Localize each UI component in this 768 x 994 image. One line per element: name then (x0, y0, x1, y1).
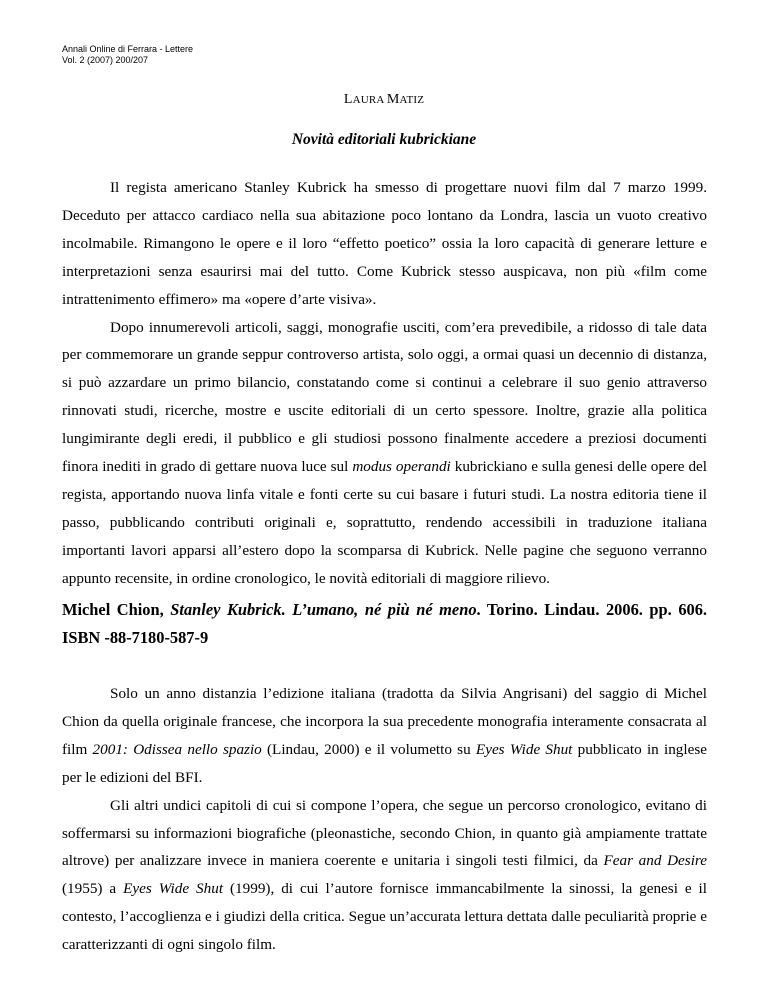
intro-section (62, 174, 707, 593)
review-p1-film-title-1: 2001: Odissea nello spazio (92, 740, 262, 758)
review-p2-text-b: (1955) a (62, 880, 124, 898)
review-p2-text-c: (1999), di cui l’autore fornisce immancabilmente la sinossi, la genesi e il contesto, l’accoglienza e i giudizi della critica. Segue un’accurata lettura dettata dalle peculiarità proprie e caratterizzanti di ogni singolo film. (62, 880, 707, 954)
review-p1-text-a: Solo un anno distanzia l’edizione italiana (tradotta da Silvia Angrisani) del saggio di Michel Chion da quella originale francese, che incorpora la sua precedente monografia interamente consacrata al film (62, 685, 707, 758)
intro-p2-text-b: kubrickiano e sulla genesi delle opere del regista, apportando nuova linfa vitale e fonti certe su cui basare i futuri studi. La nostra editoria tiene il passo, pubblicando contributi originali e, soprattutto, rendendo accessibili in traduzione italiana importanti lavori apparsi all’estero dopo la scomparsa di Kubrick. Nelle pagine che seguono verranno appunto recensite, in ordine cronologico, le novità editoriali di maggiore rilievo. (62, 458, 707, 587)
review-p1-text-b: (Lindau, 2000) e il volumetto su (261, 740, 476, 758)
review-heading-author: Michel Chion, (62, 600, 171, 619)
author-first-name-rest: AURA (352, 94, 387, 106)
journal-name: Annali Online di Ferrara - Lettere (62, 44, 194, 54)
author-initial-first: L (343, 92, 353, 107)
review-heading-book-title: Stanley Kubrick. L’umano, né più né meno (170, 600, 477, 619)
review-paragraph-2 (62, 792, 707, 959)
intro-paragraph-2 (62, 314, 707, 593)
review-p1-film-title-2: Eyes Wide Shut (475, 740, 573, 758)
review-heading (62, 596, 707, 652)
volume-info: Vol. 2 (2007) 200/207 (62, 54, 149, 65)
intro-paragraph-1: Il regista americano Stanley Kubrick ha smesso di progettare nuovi film dal 7 marzo 1999. Deceduto per attacco cardiaco nella sua abitazione poco lontano da Londra, lascia un vuoto creativo incolmabile. Rimangono le opere e il loro “effetto poetico” ossia la loro capacità di generare letture e interpretazioni senza esaurirsi mai del tutto. Come Kubrick stesso auspicava, non più «film come intrattenimento effimero» ma «opere d’arte visiva». (62, 179, 707, 308)
running-header (62, 44, 193, 65)
intro-p2-emphasis: modus operandi (352, 458, 451, 476)
review-p1-text-c: pubblicato in inglese per le edizioni del BFI. (62, 740, 708, 786)
article-title: Novità editoriali kubrickiane (291, 131, 477, 148)
review-section (62, 680, 707, 959)
intro-p2-text-a: Dopo innumerevoli articoli, saggi, monografie usciti, com’era prevedibile, a ridosso di tale data per commemorare un grande seppur controverso artista, solo oggi, a ormai quasi un decennio di distanza, si può azzardare un primo bilancio, constatando come si continui a celebrare il suo genio attraverso rinnovati studi, ricerche, mostre e uscite editoriali di un certo spessore. Inoltre, grazie alla politica lungimirante degli eredi, il pubblico e gli studiosi possono finalmente accedere a preziosi documenti finora inediti in grado di gettare nuova luce sul (62, 318, 707, 476)
review-p2-film-title-2: Eyes Wide Shut (123, 880, 224, 898)
review-paragraph-1 (62, 680, 707, 792)
review-p2-text-a: Gli altri undici capitoli di cui si compone l’opera, che segue un percorso cronologico, evitano di soffermarsi su informazioni biografiche (pleonastiche, secondo Chion, in quanto già ampiamente trattate altrove) per analizzare invece in maniera coerente e unitaria i singoli testi filmici, da (62, 796, 707, 870)
article-author (0, 92, 768, 108)
author-last-name-rest: ATIZ (399, 94, 425, 106)
review-heading-details: . Torino. Lindau. 2006. pp. 606. ISBN -88-7180-587-9 (62, 600, 708, 647)
author-initial-last: M (386, 92, 400, 107)
review-p2-film-title-1: Fear and Desire (603, 852, 708, 870)
